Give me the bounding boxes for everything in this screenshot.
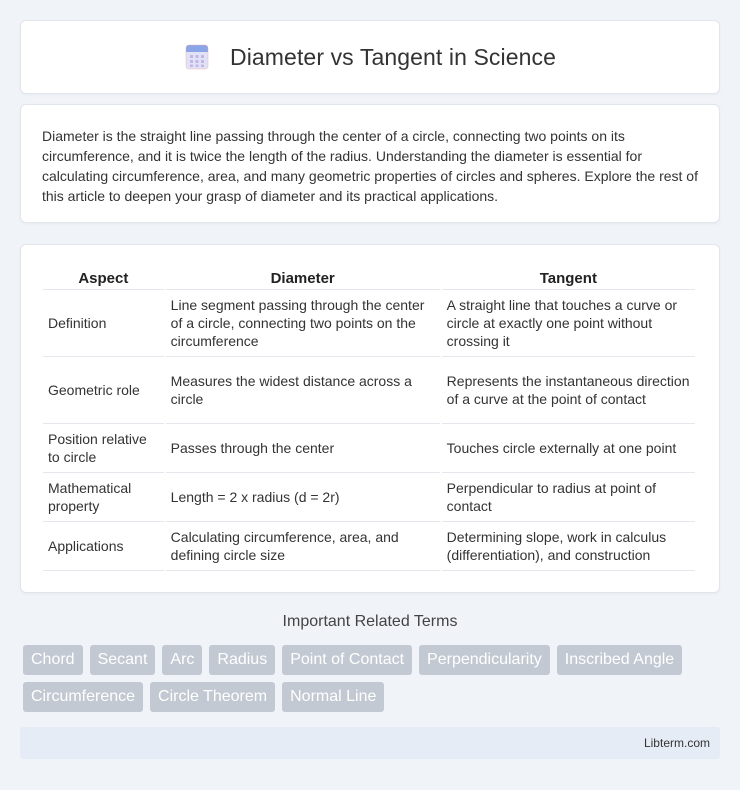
footer: [20, 727, 720, 759]
table-row: [43, 357, 695, 424]
comparison-table-card: [20, 244, 720, 593]
tag-point-of-contact[interactable]: Point of Contact: [282, 645, 412, 675]
tag-circle-theorem[interactable]: Circle Theorem: [150, 682, 275, 712]
tangent-cell: Perpendicular to radius at point of contact: [442, 473, 695, 522]
table-header-row: [43, 266, 695, 290]
tangent-cell: Determining slope, work in calculus (differentiation), and construction: [442, 522, 695, 571]
diameter-cell: Measures the widest distance across a circle: [166, 357, 440, 424]
tag-arc[interactable]: Arc: [162, 645, 202, 675]
tag-radius[interactable]: Radius: [209, 645, 275, 675]
table-row: [43, 522, 695, 571]
table-row: [43, 473, 695, 522]
header-card: [20, 20, 720, 94]
aspect-cell: Definition: [43, 290, 164, 357]
tag-circumference[interactable]: Circumference: [23, 682, 143, 712]
header-tangent: Tangent: [442, 266, 695, 290]
tangent-cell: Touches circle externally at one point: [442, 424, 695, 473]
page-title: Diameter vs Tangent in Science: [229, 43, 557, 70]
aspect-cell: Applications: [43, 522, 164, 571]
diameter-cell: Calculating circumference, area, and defining circle size: [166, 522, 440, 571]
table-row: [43, 290, 695, 357]
intro-card: [20, 104, 720, 223]
calculator-icon: [184, 44, 210, 70]
table-row: [43, 424, 695, 473]
tag-chord[interactable]: Chord: [23, 645, 83, 675]
tag-perpendicularity[interactable]: Perpendicularity: [419, 645, 550, 675]
related-terms-tags: [23, 645, 723, 712]
title-wrap: [184, 44, 556, 71]
diameter-cell: Passes through the center: [166, 424, 440, 473]
aspect-cell: Position relative to circle: [43, 424, 164, 473]
diameter-cell: Line segment passing through the center of a circle, connecting two points on the circumference: [166, 290, 440, 357]
header-diameter: Diameter: [166, 266, 440, 290]
header-aspect: Aspect: [43, 266, 164, 290]
tag-secant[interactable]: Secant: [90, 645, 156, 675]
aspect-cell: Mathematical property: [43, 473, 164, 522]
aspect-cell: Geometric role: [43, 357, 164, 424]
tangent-cell: A straight line that touches a curve or circle at exactly one point without crossing it: [442, 290, 695, 357]
intro-text: Diameter is the straight line passing through the center of a circle, connecting two points on its circumference, and it is twice the length of the radius. Understanding the diameter is essential for calculating circumference, area, and many geometric properties of circles and spheres. Explore the rest of this article to deepen your grasp of diameter and its practical applications.: [42, 128, 698, 204]
tangent-cell: Represents the instantaneous direction of a curve at the point of contact: [442, 357, 695, 424]
related-terms-title: Important Related Terms: [282, 613, 458, 630]
tag-normal-line[interactable]: Normal Line: [282, 682, 384, 712]
footer-site-link[interactable]: Libterm.com: [643, 736, 710, 750]
tag-inscribed-angle[interactable]: Inscribed Angle: [557, 645, 682, 675]
diameter-cell: Length = 2 x radius (d = 2r): [166, 473, 440, 522]
comparison-table: [41, 266, 697, 571]
